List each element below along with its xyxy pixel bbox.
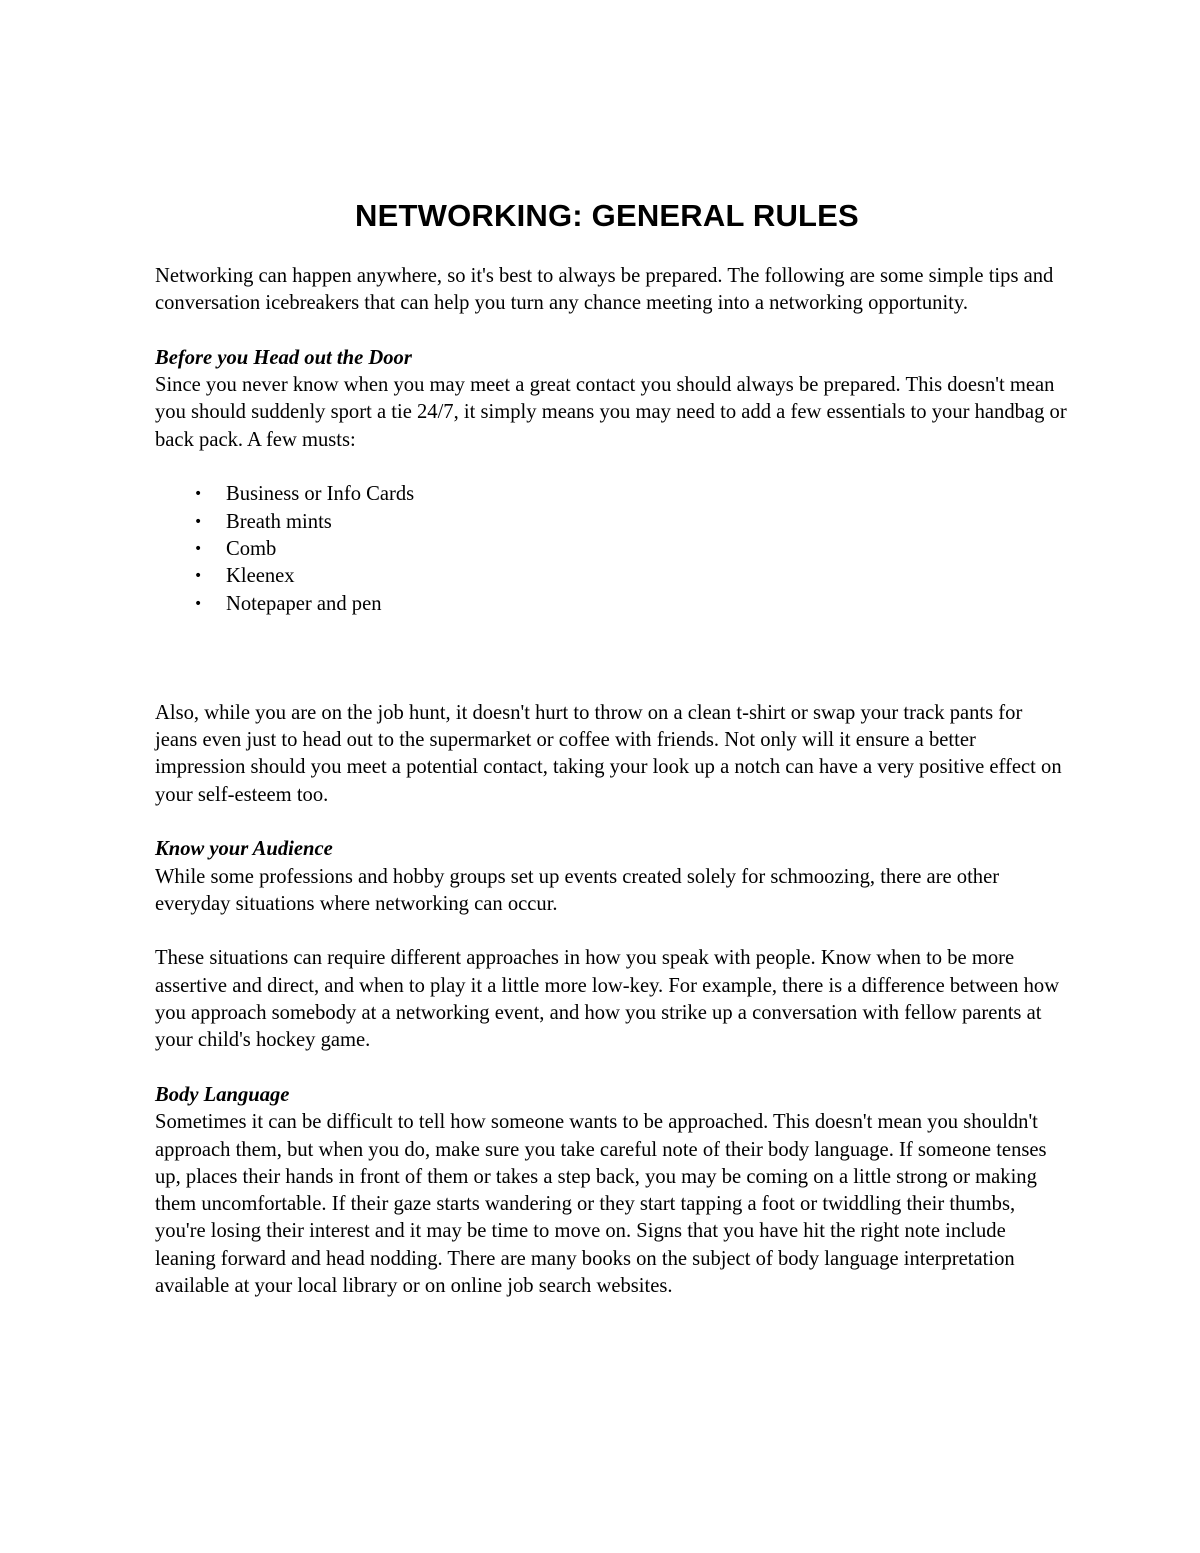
spacer: [155, 618, 1067, 700]
bullet-icon: •: [194, 486, 203, 503]
list-item-label: Breath mints: [226, 510, 332, 533]
bullet-icon: •: [194, 595, 203, 612]
spacer: [155, 454, 1067, 481]
before-door-followup-paragraph: Also, while you are on the job hunt, it doesn't hurt to throw on a clean t-shirt or swap your track pants for jeans even just to head out to the supermarket or coffee with friends. Not only will it ensure a better impression should you meet a potential contact, taking your look up a notch can have a very positive effect on your self-esteem too.: [155, 701, 1062, 806]
list-item: [155, 563, 1067, 590]
bullet-icon: •: [194, 513, 203, 530]
musts-list: [155, 481, 1067, 617]
list-item-label: Comb: [226, 537, 277, 560]
section-heading-before-door: Before you Head out the Door: [155, 346, 412, 369]
document-body: [155, 263, 1067, 1300]
section-heading-body-language: Body Language: [155, 1083, 290, 1106]
bullet-icon: •: [194, 540, 203, 557]
spacer: [155, 318, 1067, 345]
page-title: NETWORKING: GENERAL RULES: [355, 198, 859, 233]
spacer: [155, 809, 1067, 836]
list-item: [155, 591, 1067, 618]
list-item: [155, 536, 1067, 563]
body-language-paragraph: Sometimes it can be difficult to tell how someone wants to be approached. This doesn't mean you shouldn't approach them, but when you do, make sure you take careful note of their body language. If someone tenses up, places their hands in front of them or takes a step back, you may be coming on a little strong or making them uncomfortable. If their gaze starts wandering or they start tapping a foot or twiddling their thumbs, you're losing their interest and it may be time to move on. Signs that you have hit the right note include leaning forward and head nodding. There are many books on the subject of body language interpretation available at your local library or on online job search websites.: [155, 1111, 1047, 1297]
list-item: [155, 509, 1067, 536]
intro-paragraph: Networking can happen anywhere, so it's best to always be prepared. The following are some simple tips and conversation icebreakers that can help you turn any chance meeting into a networking opportunity.: [155, 265, 1054, 315]
before-door-paragraph: Since you never know when you may meet a great contact you should always be prepared. This doesn't mean you should suddenly sport a tie 24/7, it simply means you may need to add a few essentials to your handbag or back pack. A few musts:: [155, 374, 1067, 451]
section-heading-audience: Know your Audience: [155, 838, 333, 861]
bullet-icon: •: [194, 568, 203, 585]
audience-paragraph-2: These situations can require different approaches in how you speak with people. Know when to be more assertive and direct, and when to play it a little more low-key. For example, there is a difference between how you approach somebody at a networking event, and how you strike up a conversation with fellow parents at your child's hockey game.: [155, 947, 1060, 1052]
audience-paragraph-1: While some professions and hobby groups set up events created solely for schmoozing, there are other everyday situations where networking can occur.: [155, 865, 1000, 915]
list-item-label: Kleenex: [226, 565, 295, 588]
spacer: [155, 1055, 1067, 1082]
list-item: [155, 481, 1067, 508]
list-item-label: Business or Info Cards: [226, 483, 415, 506]
spacer: [155, 918, 1067, 945]
list-item-label: Notepaper and pen: [226, 592, 382, 615]
